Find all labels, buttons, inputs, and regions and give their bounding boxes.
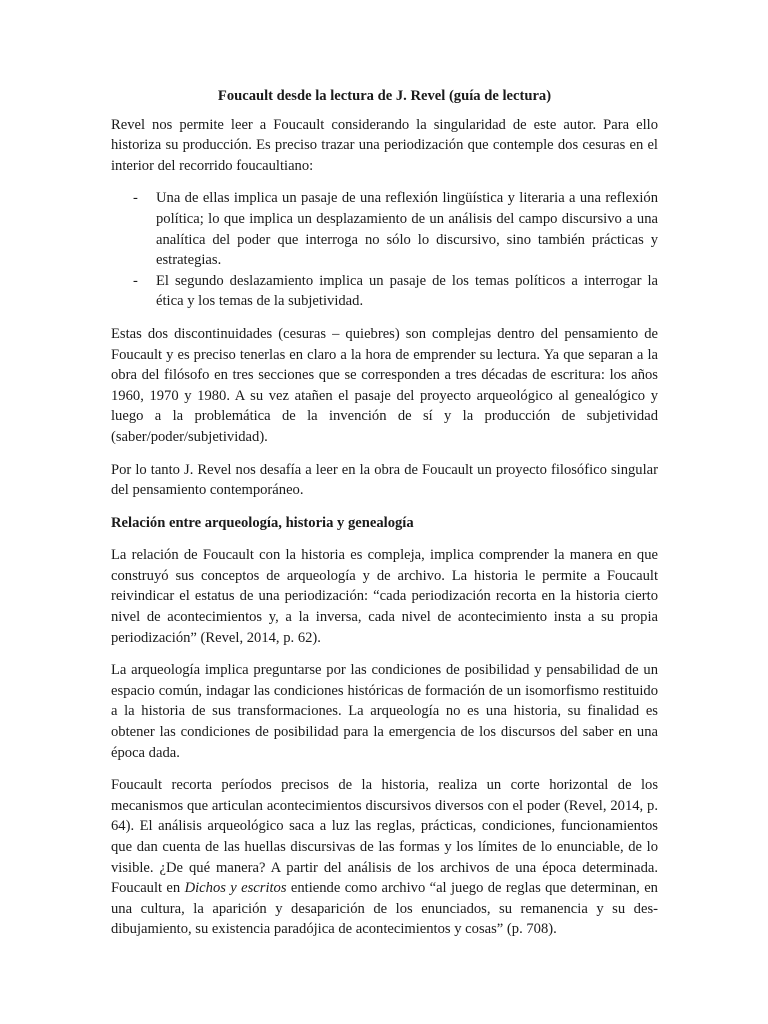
archaeology-paragraph: La arqueología implica preguntarse por las condiciones de posibilidad y pensabilidad de un espacio común, indagar las condiciones históricas de formación de un isomorfismo restituido a la historia de sus transformaciones. La arqueología no es una historia, su finalidad es obtener las condiciones de posibilidad para la emergencia de los discursos del saber en una época dada.: [111, 662, 658, 761]
list-item-text: El segundo deslazamiento implica un pasaje de los temas políticos a interrogar la ética y los temas de la subjetividad.: [156, 272, 658, 310]
list-item: [111, 188, 658, 270]
challenge-paragraph: Por lo tanto J. Revel nos desafía a leer en la obra de Foucault un proyecto filosófico singular del pensamiento contemporáneo.: [111, 461, 658, 499]
cesuras-list: [111, 188, 658, 312]
history-paragraph: La relación de Foucault con la historia es compleja, implica comprender la manera en que construyó sus conceptos de arqueología y de archivo. La historia le permite a Foucault reivindicar el estatus de una periodización: “cada periodización recorta en la historia cierto nivel de acontecimientos y, a la inversa, cada nivel de acontecimiento insta a su propia periodización” (Revel, 2014, p. 62).: [111, 547, 658, 646]
list-dash: -: [133, 190, 138, 207]
archive-text-end: entiende como archivo “al juego de reglas que determinan, en una cultura, la aparición y desaparición de los enunciados, su remanencia y su des-dibujamiento, su existencia paradójica de acontecimientos y cosas” (p. 708).: [111, 880, 658, 938]
list-dash: -: [133, 272, 138, 289]
intro-paragraph: Revel nos permite leer a Foucault considerando la singularidad de este autor. Para ello historiza su producción. Es preciso trazar una periodización que contemple dos cesuras en el interior del recorrido foucaultiano:: [111, 116, 658, 174]
list-item: [111, 271, 658, 312]
discontinuities-paragraph: Estas dos discontinuidades (cesuras – quiebres) son complejas dentro del pensamiento de Foucault y es preciso tenerlas en claro a la hora de emprender su lectura. Ya que separan a la obra del filósofo en tres secciones que se corresponden a tres décadas de escritura: los años 1960, 1970 y 1980. A su vez atañen el pasaje del proyecto arqueológico al genealógico y luego a la problemática de la invención de sí y la producción de subjetividad (saber/poder/subjetividad).: [111, 325, 658, 445]
document-title: Foucault desde la lectura de J. Revel (guía de lectura): [217, 88, 552, 104]
book-title: Dichos y escritos: [184, 880, 287, 897]
list-item-text: Una de ellas implica un pasaje de una reflexión lingüística y literaria a una reflexión política; lo que implica un desplazamiento de un análisis del campo discursivo a una analítica del poder que interroga no sólo lo discursivo, sino también prácticas y estrategias.: [156, 190, 658, 269]
archive-text-start: Foucault recorta períodos precisos de la historia, realiza un corte horizontal de los mecanismos que articulan acontecimientos discursivos diversos con el poder (Revel, 2014, p. 64). El análisis arqueológico saca a luz las reglas, prácticas, condiciones, funcionamientos que dan cuenta de las huellas discursivas de las formas y los límites de lo enunciable, de lo visible. ¿De qué manera? A partir del análisis de los archivos de una época determinada. Foucault en: [111, 777, 658, 897]
section-heading: Relación entre arqueología, historia y genealogía: [111, 514, 414, 531]
document-body: [111, 86, 658, 952]
archive-paragraph: [111, 775, 658, 940]
